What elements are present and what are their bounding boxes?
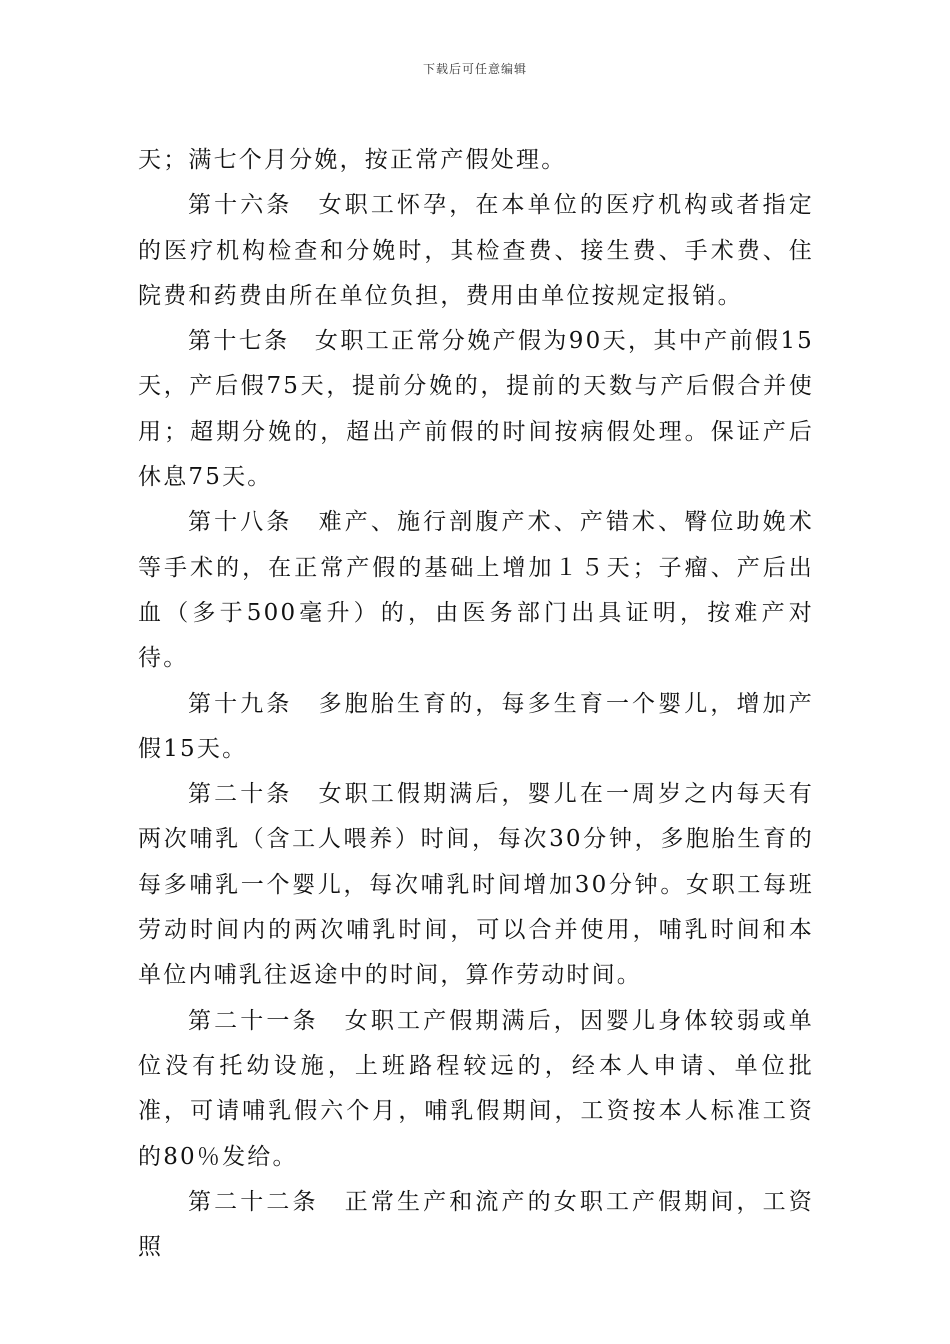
paragraph-article-18: 第十八条 难产、施行剖腹产术、产错术、臀位助娩术等手术的，在正常产假的基础上增加１５天；子瘤、产后出血（多于500毫升）的，由医务部门出具证明，按难产对待。 <box>138 509 814 672</box>
page-header: 下载后可任意编辑 <box>422 62 527 76</box>
document-body <box>138 138 814 1270</box>
paragraph-article-16: 第十六条 女职工怀孕，在本单位的医疗机构或者指定的医疗机构检查和分娩时，其检查费、接生费、手术费、住院费和药费由所在单位负担，费用由单位按规定报销。 <box>138 192 814 309</box>
paragraph-article-20: 第二十条 女职工假期满后，婴儿在一周岁之内每天有两次哺乳（含工人喂养）时间，每次30分钟，多胞胎生育的每多哺乳一个婴儿，每次哺乳时间增加30分钟。女职工每班劳动时间内的两次哺乳时间，可以合并使用，哺乳时间和本单位内哺乳往返途中的时间，算作劳动时间。 <box>138 781 814 989</box>
paragraph-article-17: 第十七条 女职工正常分娩产假为90天，其中产前假15天，产后假75天，提前分娩的，提前的天数与产后假合并使用；超期分娩的，超出产前假的时间按病假处理。保证产后休息75天。 <box>138 328 814 491</box>
paragraph-article-21: 第二十一条 女职工产假期满后，因婴儿身体较弱或单位没有托幼设施，上班路程较远的，经本人申请、单位批准，可请哺乳假六个月，哺乳假期间，工资按本人标准工资的80％发给。 <box>138 1007 814 1170</box>
paragraph-article-19: 第十九条 多胞胎生育的，每多生育一个婴儿，增加产假15天。 <box>138 690 814 762</box>
paragraph-article-22: 第二十二条 正常生产和流产的女职工产假期间，工资照 <box>138 1188 814 1261</box>
paragraph-continuation: 天；满七个月分娩，按正常产假处理。 <box>138 147 567 173</box>
